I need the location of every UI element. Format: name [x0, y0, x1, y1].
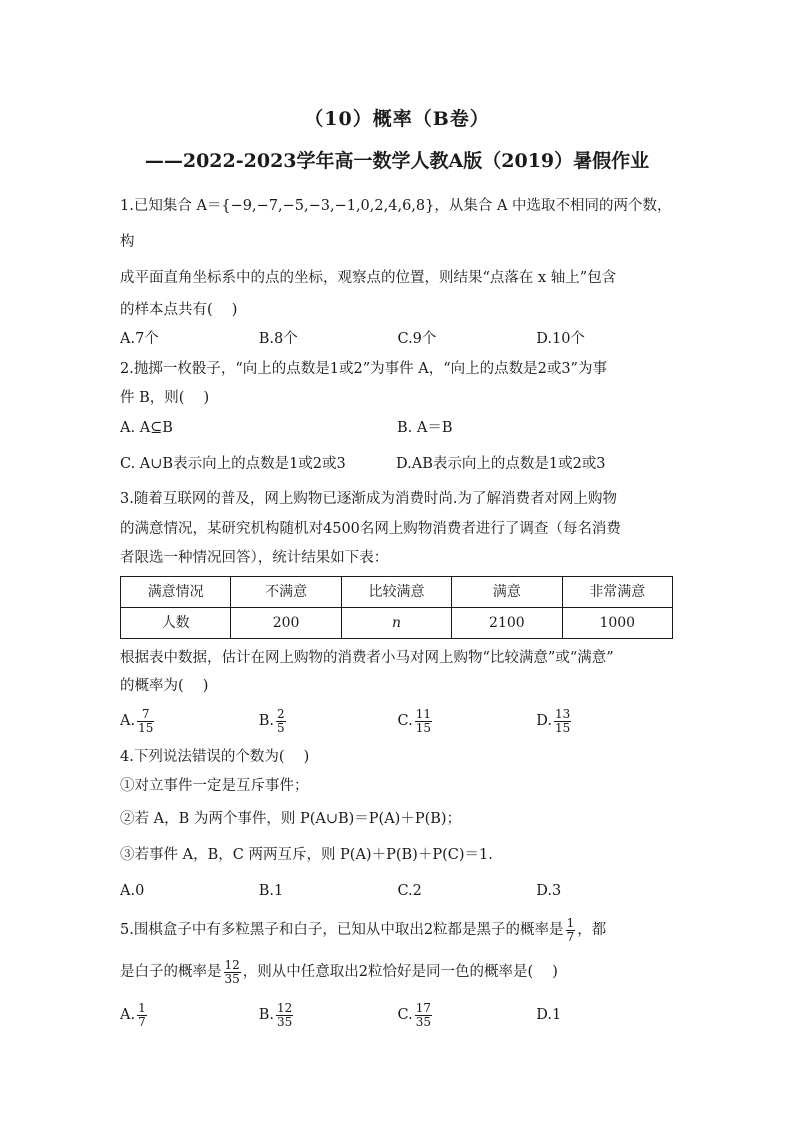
fraction [566, 917, 576, 944]
option-label: C. [397, 1007, 413, 1023]
table-cell: 非常满意 [562, 577, 672, 608]
q5-line1 [120, 909, 675, 951]
fraction [276, 708, 286, 735]
denominator: 15 [415, 720, 431, 735]
option-label: B. [258, 713, 275, 729]
q4-statement-3: ③若事件 A，B，C 两两互斥，则 P(A)＋P(B)＋P(C)＝1. [120, 847, 493, 863]
q5-text: 5.围棋盒子中有多粒黑子和白子，已知从中取出2粒都是黑子的概率是 [120, 922, 564, 938]
q3-line5: 的概率为( ) [120, 678, 209, 694]
numerator: 17 [415, 1000, 431, 1015]
table-cell: 比较满意 [341, 577, 451, 608]
q5-line2 [120, 951, 675, 993]
numerator: 1 [566, 915, 575, 930]
page-title: （10）概率（B卷） [304, 108, 490, 130]
q2-option-b: B. A＝B [397, 420, 453, 436]
q1-option-c: C.9个 [397, 331, 437, 347]
denominator: 15 [138, 720, 154, 735]
question-list [120, 188, 675, 1037]
q3-option-b [259, 708, 398, 735]
q5-text: ，则从中任意取出2粒恰好是同一色的概率是( ) [242, 964, 558, 980]
fraction [415, 708, 432, 735]
q3-line2: 的满意情况，某研究机构随机对4500名网上购物消费者进行了调查（每名消费 [120, 521, 621, 537]
question-2 [120, 354, 675, 484]
q5-option-a [120, 1002, 259, 1029]
q3-option-a [120, 708, 259, 735]
q4-line1: 4.下列说法错误的个数为( ) [120, 749, 310, 765]
numerator: 2 [277, 706, 285, 721]
q1-option-a: A.7个 [120, 331, 159, 347]
table-cell: 200 [231, 608, 341, 639]
q4-option-a: A.0 [120, 883, 145, 899]
q3-line1: 3.随着互联网的普及，网上购物已逐渐成为消费时尚.为了解消费者对网上购物 [120, 491, 617, 507]
option-label: C. [397, 713, 413, 729]
q4-option-c: C.2 [397, 883, 422, 899]
denominator: 7 [566, 929, 575, 944]
q5-option-b [259, 1002, 398, 1029]
denominator: 35 [415, 1014, 431, 1029]
page-subtitle: ——2022-2023学年高一数学人教A版（2019）暑假作业 [144, 150, 650, 172]
question-5 [120, 909, 675, 1037]
q3-line3: 者限选一种情况回答），统计结果如下表： [120, 550, 389, 566]
denominator: 5 [277, 720, 285, 735]
numerator: 11 [415, 706, 431, 721]
q2-options-row2 [120, 444, 675, 484]
q2-option-a: A. A⊆B [120, 420, 173, 436]
denominator: 35 [224, 971, 240, 986]
fraction [415, 1002, 432, 1029]
fraction [137, 708, 154, 735]
q2-line1: 2.抛掷一枚骰子，“向上的点数是1或2”为事件 A，“向上的点数是2或3”为事 [120, 361, 607, 377]
option-label: D.1 [536, 1007, 562, 1023]
table-cell: 2100 [452, 608, 562, 639]
option-label: A. [120, 1007, 136, 1023]
denominator: 35 [277, 1014, 293, 1029]
q1-line2: 成平面直角坐标系中的点的坐标，观察点的位置，则结果“点落在 x 轴上”包含 [120, 270, 617, 286]
table-cell: 满意 [452, 577, 562, 608]
survey-table [120, 576, 673, 639]
table-cell: 不满意 [231, 577, 341, 608]
q5-text: 是白子的概率是 [120, 964, 222, 980]
fraction [137, 1002, 147, 1029]
denominator: 15 [554, 720, 571, 735]
table-header-row [121, 577, 673, 608]
q1-option-d: D.10个 [536, 331, 585, 347]
table-cell: 满意情况 [121, 577, 231, 608]
option-label: B. [258, 1007, 275, 1023]
table-cell: 人数 [121, 608, 231, 639]
q4-option-d: D.3 [536, 883, 562, 899]
q4-options [120, 873, 675, 909]
question-4 [120, 743, 675, 909]
question-3 [120, 484, 675, 743]
q3-option-c [398, 708, 537, 735]
q2-line2: 件 B，则( ) [120, 390, 210, 406]
option-label: A. [120, 713, 136, 729]
option-label: D. [536, 713, 552, 729]
fraction [224, 959, 241, 986]
q4-option-b: B.1 [258, 883, 284, 899]
numerator: 12 [277, 1000, 293, 1015]
table-cell: 1000 [562, 608, 672, 639]
fraction [276, 1002, 293, 1029]
q2-options-row1 [120, 412, 675, 444]
q1-options [120, 324, 675, 354]
q2-option-c: C. A∪B表示向上的点数是1或2或3 [120, 456, 346, 472]
q5-options [120, 993, 675, 1037]
q5-option-c [398, 1002, 537, 1029]
denominator: 7 [138, 1014, 146, 1029]
q5-text: ，都 [577, 922, 607, 938]
table-cell: n [341, 608, 451, 639]
q3-line4: 根据表中数据，估计在网上购物的消费者小马对网上购物“比较满意”或“满意” [120, 650, 614, 666]
numerator: 13 [554, 706, 571, 721]
q4-statement-2: ②若 A，B 为两个事件，则 P(A∪B)＝P(A)＋P(B)； [120, 811, 462, 827]
fraction [554, 708, 571, 735]
q3-option-d [536, 708, 675, 735]
q1-line3: 的样本点共有( ) [120, 302, 238, 318]
q5-option-d [536, 1004, 675, 1026]
q1-option-b: B.8个 [258, 331, 298, 347]
q4-statement-1: ①对立事件一定是互斥事件； [120, 778, 309, 794]
table-row [121, 608, 673, 639]
numerator: 12 [224, 957, 240, 972]
q1-line1: 1.已知集合 A＝{−9,−7,−5,−3,−1,0,2,4,6,8}，从集合 A 中选取不相同的两个数，构 [120, 198, 672, 250]
q3-options [120, 699, 675, 743]
q2-option-d: D.AB表示向上的点数是1或2或3 [396, 456, 606, 472]
numerator: 7 [137, 708, 154, 722]
question-1 [120, 188, 675, 354]
numerator: 1 [138, 1000, 146, 1015]
